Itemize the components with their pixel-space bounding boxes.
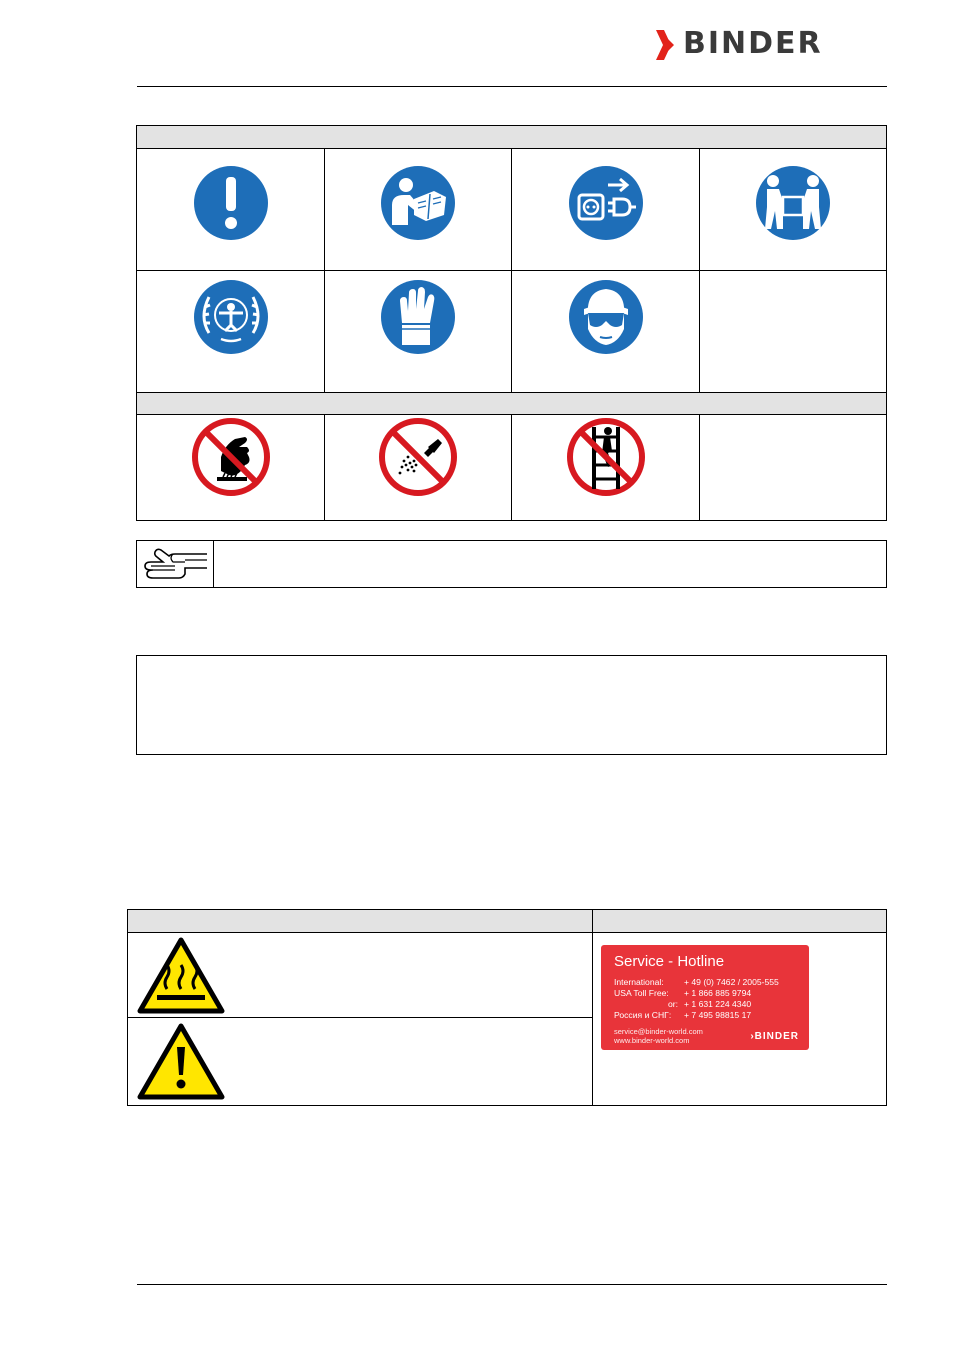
sign-cell [512,415,700,520]
general-mandatory-icon [191,163,271,243]
hotline-website: www.binder-world.com [614,1035,690,1045]
hotline-row-value: + 1 866 885 9794 [684,988,752,998]
safety-signs-table [136,125,887,521]
note-icon-cell [137,541,214,587]
hotline-row-value: + 49 (0) 7462 / 2005-555 [684,977,779,987]
hot-surface-warning-icon [137,937,225,1015]
no-water-spray-icon [378,417,458,497]
hotline-logo-text: BINDER [754,1031,799,1042]
hotline-email: service@binder-world.com [614,1027,703,1036]
sign-cell [137,271,325,393]
wear-gloves-icon [378,277,458,357]
sign-cell [137,415,325,520]
hotline-row [614,1010,809,1021]
header-rule [137,86,887,87]
hotline-rows [614,977,809,1021]
hotline-logo-mark-icon: › [750,1031,755,1042]
disconnect-plug-icon [566,163,646,243]
hotline-row [614,977,809,988]
service-hotline-label [601,945,809,1050]
binder-logo-mark-icon [655,30,681,60]
footer-rule [137,1284,887,1285]
empty-cell [700,415,886,520]
sign-cell [325,149,512,271]
two-person-lift-icon [753,163,833,243]
empty-cell [700,271,886,393]
hotline-row-value: + 1 631 224 4340 [684,999,752,1009]
environment-protection-icon [191,277,271,357]
pointing-hand-icon [141,546,209,582]
row-divider [128,1017,592,1018]
hotline-row-label: or: [667,999,678,1009]
column-divider [592,933,593,1105]
sign-cell [512,149,700,271]
sign-cell [325,415,512,520]
hotline-row [614,999,809,1010]
prohibition-signs-header [137,393,886,415]
sign-cell [512,271,700,393]
hotline-row-label: Россия и СНГ: [614,1010,672,1020]
wear-goggles-icon [566,277,646,357]
hotline-row [614,988,809,999]
general-warning-icon [137,1023,225,1101]
hotline-row-value: + 7 495 98815 17 [684,1010,752,1020]
sign-cell [325,271,512,393]
note-row [136,540,887,588]
mandatory-signs-header [137,126,886,149]
hotline-binder-logo [750,1031,799,1042]
header-divider [592,910,593,933]
hotline-title: Service - Hotline [614,953,725,970]
logo-text: BINDER [683,26,823,61]
no-climbing-icon [566,417,646,497]
hotline-row-label: USA Toll Free: [614,988,669,998]
labels-table-header [128,910,886,933]
no-touching-icon [191,417,271,497]
sign-cell [700,149,886,271]
read-manual-icon [378,163,458,243]
blank-box [136,655,887,755]
sign-cell [137,149,325,271]
hotline-row-label: International: [614,977,664,987]
binder-logo [655,26,887,61]
